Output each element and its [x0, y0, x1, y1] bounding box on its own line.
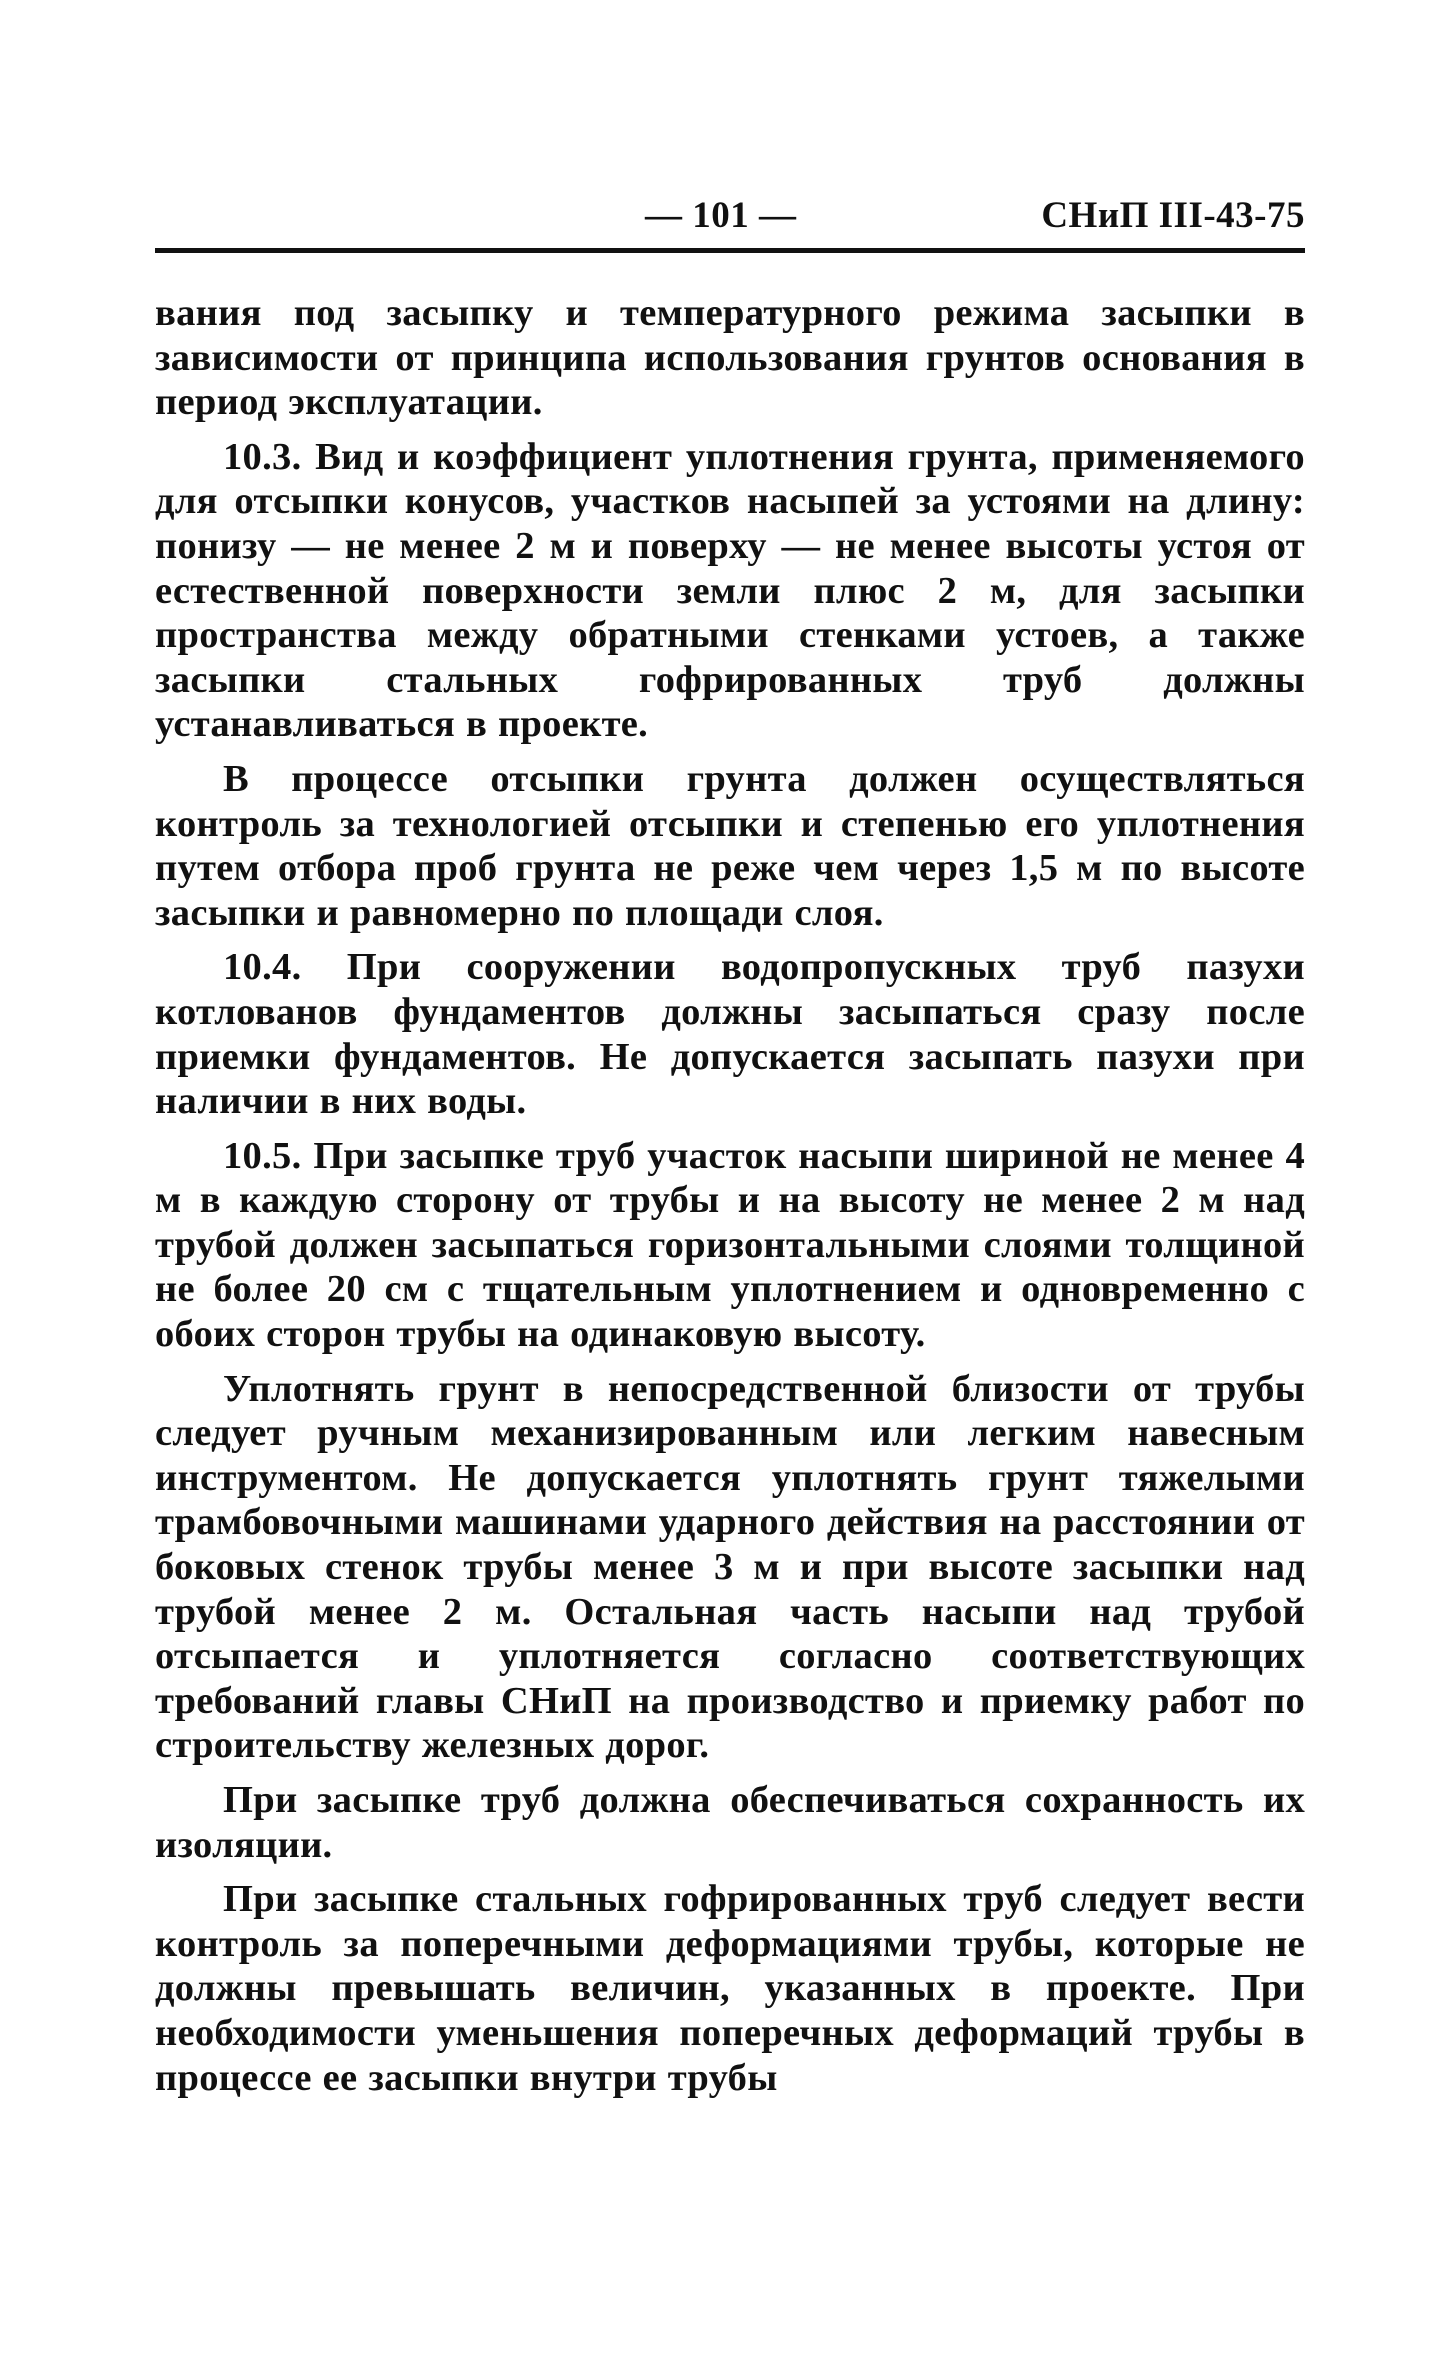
- paragraph-text: Уплотнять грунт в непосредственной близости от трубы следует ручным механизированным или легким навесным инструментом. Не допускается уплотнять грунт тяжелыми трамбовочными машинами ударного действия на расстоянии от боковых стенок трубы менее 3 м и при высоте засыпки над трубой менее 2 м. Остальная часть насыпи над трубой отсыпается и уплотняется согласно соответствующих требований главы СНиП на производство и приемку работ по строительству железных дорог.: [155, 1367, 1305, 1767]
- clause-10-4: [155, 945, 1305, 1123]
- paragraph-continuation: [155, 291, 1305, 425]
- paragraph-text: При засыпке стальных гофрированных труб следует вести контроль за поперечными деформациями трубы, которые не должны превышать величин, указанных в проекте. При необходимости уменьшения поперечных деформаций трубы в процессе ее засыпки внутри трубы: [155, 1878, 1305, 2099]
- clause-number: 10.4.: [223, 946, 302, 989]
- paragraph-text: При засыпке труб должна обеспечиваться сохранность их изоляции.: [155, 1779, 1305, 1866]
- document-page: [155, 190, 1305, 2100]
- clause-number: 10.3.: [223, 435, 302, 478]
- paragraph-compaction: [155, 1367, 1305, 1768]
- paragraph-corrugated-pipes: [155, 1877, 1305, 2100]
- page-number: — 101 —: [645, 195, 797, 236]
- paragraph-insulation: [155, 1778, 1305, 1867]
- paragraph-text: В процессе отсыпки грунта должен осуществляться контроль за технологией отсыпки и степенью его уплотнения путем отбора проб грунта не реже чем через 1,5 м по высоте засыпки и равномерно по площади слоя.: [155, 757, 1305, 934]
- body-text: [155, 291, 1305, 2100]
- page-header: [155, 190, 1305, 253]
- paragraph-text: Вид и коэффициент уплотнения грунта, применяемого для отсыпки конусов, участков насыпей за устоями на длину: понизу — не менее 2 м и поверху — не менее высоты устоя от естественной поверхности земли плюс 2 м, для засыпки пространства между обратными стенками устоев, а также засыпки стальных гофрированных труб должны устанавливаться в проекте.: [155, 435, 1305, 746]
- document-code: СНиП III-43-75: [1041, 195, 1305, 236]
- paragraph-text: вания под засыпку и температурного режима засыпки в зависимости от принципа использования грунтов основания в период эксплуатации.: [155, 292, 1305, 424]
- paragraph-control: [155, 757, 1305, 935]
- clause-10-3: [155, 435, 1305, 747]
- clause-number: 10.5.: [223, 1134, 302, 1177]
- paragraph-text: При засыпке труб участок насыпи шириной не менее 4 м в каждую сторону от трубы и на высоту не менее 2 м над трубой должен засыпаться горизонтальными слоями толщиной не более 20 см с тщательным уплотнением и одновременно с обоих сторон трубы на одинаковую высоту.: [155, 1134, 1305, 1356]
- paragraph-text: При сооружении водопропускных труб пазухи котлованов фундаментов должны засыпаться сразу после приемки фундаментов. Не допускается засыпать пазухи при наличии в них воды.: [155, 946, 1305, 1123]
- clause-10-5: [155, 1134, 1305, 1357]
